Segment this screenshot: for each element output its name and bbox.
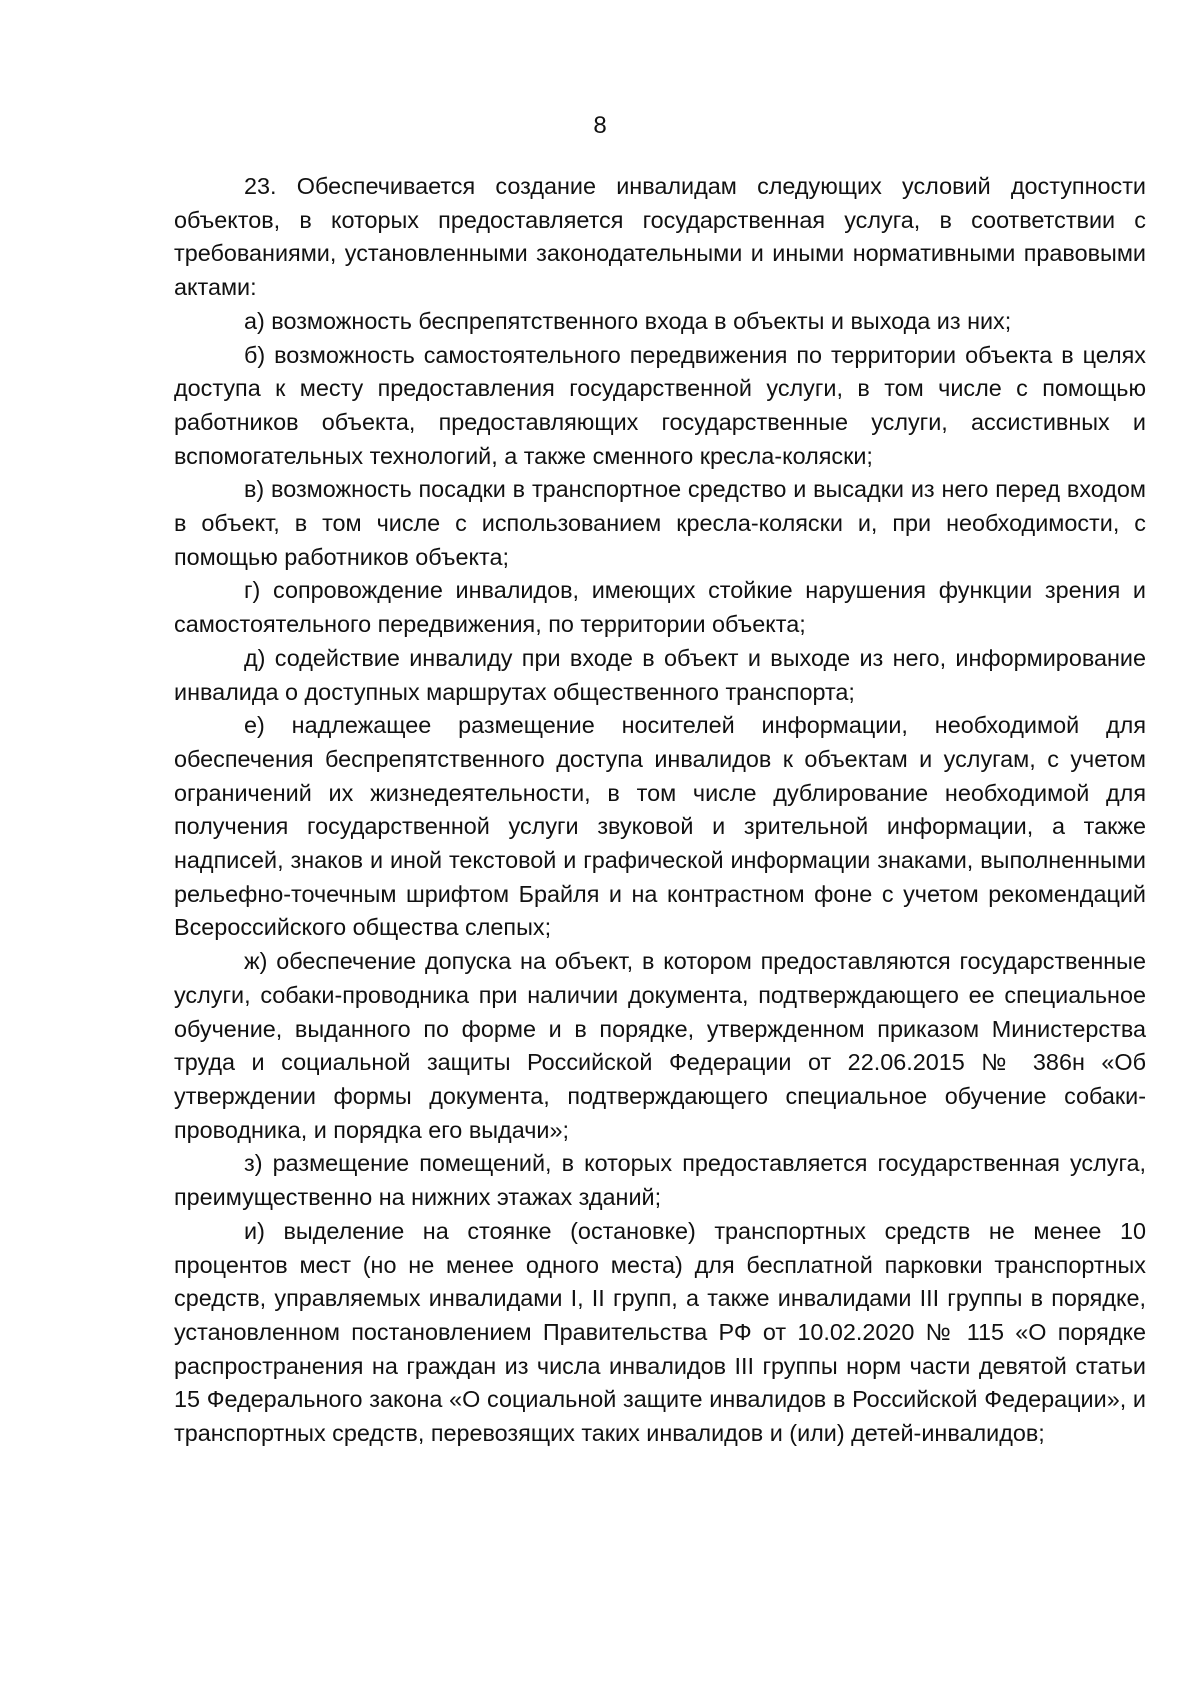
paragraph-a: а) возможность беспрепятственного входа в объекты и выхода из них; — [244, 307, 1012, 334]
paragraph-g: г) сопровождение инвалидов, имеющих стойкие нарушения функции зрения и самостоятельного передвижения, по территории объекта; — [174, 577, 1146, 638]
document-body — [174, 170, 1146, 1451]
paragraph-z: з) размещение помещений, в которых предоставляется государственная услуга, преимущественно на нижних этажах зданий; — [174, 1150, 1146, 1211]
paragraph-23: 23. Обеспечивается создание инвалидам следующих условий доступности объектов, в которых предоставляется государственная услуга, в соответствии с требованиями, установленными законодательными и иными нормативными правовыми актами: — [174, 173, 1146, 301]
paragraph-e: е) надлежащее размещение носителей информации, необходимой для обеспечения беспрепятственного доступа инвалидов к объектам и услугам, с учетом ограничений их жизнедеятельности, в том числе дублирование необходимой для получения государственной услуги звуковой и зрительной информации, а также надписей, знаков и иной текстовой и графической информации знаками, выполненными рельефно-точечным шрифтом Брайля и на контрастном фоне с учетом рекомендаций Всероссийского общества слепых; — [174, 712, 1146, 941]
paragraph-zh: ж) обеспечение допуска на объект, в котором предоставляются государственные услуги, собаки-проводника при наличии документа, подтверждающего ее специальное обучение, выданного по форме и в порядке, утвержденном приказом Министерства труда и социальной защиты Российской Федерации от 22.06.2015 № 386н «Об утверждении формы документа, подтверждающего специальное обучение собаки-проводника, и порядка его выдачи»; — [174, 948, 1146, 1143]
page-number: 8 — [593, 112, 607, 139]
paragraph-v: в) возможность посадки в транспортное средство и высадки из него перед входом в объект, в том числе с использованием кресла-коляски и, при необходимости, с помощью работников объекта; — [174, 476, 1146, 570]
paragraph-b: б) возможность самостоятельного передвижения по территории объекта в целях доступа к месту предоставления государственной услуги, в том числе с помощью работников объекта, предоставляющих государственные услуги, ассистивных и вспомогательных технологий, а также сменного кресла-коляски; — [174, 341, 1146, 469]
paragraph-i: и) выделение на стоянке (остановке) транспортных средств не менее 10 процентов мест (но не менее одного места) для бесплатной парковки транспортных средств, управляемых инвалидами I, II групп, а также инвалидами III группы в порядке, установленном постановлением Правительства РФ от 10.02.2020 № 115 «О порядке распространения на граждан из числа инвалидов III группы норм части девятой статьи 15 Федерального закона «О социальной защите инвалидов в Российской Федерации», и транспортных средств, перевозящих таких инвалидов и (или) детей-инвалидов; — [174, 1217, 1146, 1447]
paragraph-d: д) содействие инвалиду при входе в объект и выходе из него, информирование инвалида о доступных маршрутах общественного транспорта; — [174, 644, 1146, 705]
